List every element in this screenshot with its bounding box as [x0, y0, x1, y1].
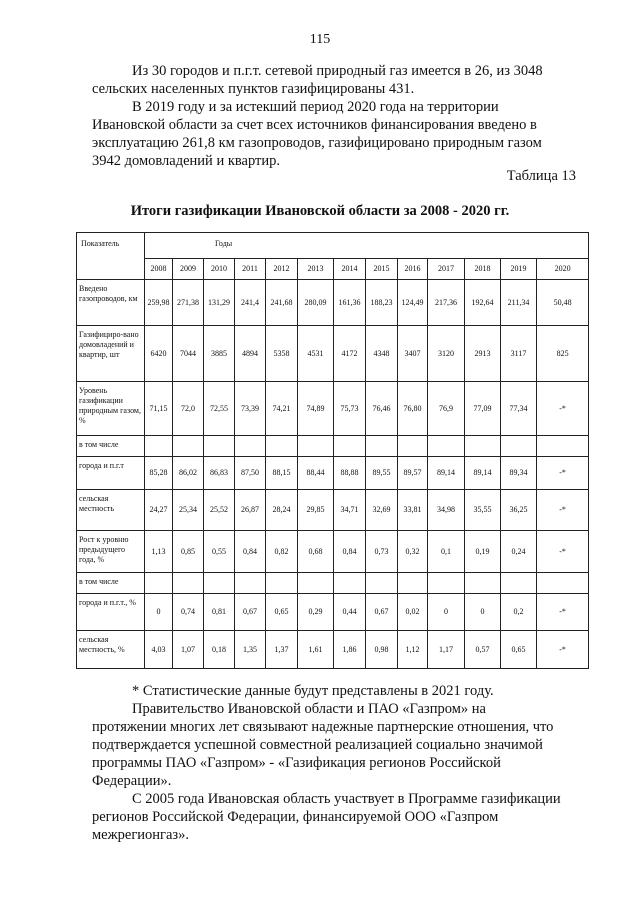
table-cell: 89,34: [501, 457, 537, 490]
table-cell: 88,15: [266, 457, 298, 490]
table-cell: 825: [537, 326, 589, 382]
table-cell: 28,24: [266, 490, 298, 531]
table-cell: 89,14: [428, 457, 465, 490]
table-row: [77, 382, 589, 436]
year-header-cell: 2016: [398, 259, 428, 280]
table-row: [77, 594, 589, 631]
table-cell: 72,0: [173, 382, 204, 436]
table-cell: 0,98: [366, 631, 398, 669]
table-cell: 1,61: [298, 631, 334, 669]
year-header-cell: 2013: [298, 259, 334, 280]
table-cell: [428, 573, 465, 594]
table-cell: 0,67: [366, 594, 398, 631]
year-header-cell: 2018: [465, 259, 501, 280]
table-cell: 6420: [145, 326, 173, 382]
table-cell: -*: [537, 631, 589, 669]
table-cell: [465, 573, 501, 594]
table-cell: 24,27: [145, 490, 173, 531]
table-cell: [173, 436, 204, 457]
text-line: Правительство Ивановской области и ПАО «Газпром» на: [132, 701, 486, 717]
table-cell: 77,09: [465, 382, 501, 436]
table-cell: 0: [465, 594, 501, 631]
third-paragraph: [92, 700, 579, 790]
table-cell: 76,80: [398, 382, 428, 436]
table-cell: 25,52: [204, 490, 235, 531]
table-cell: 1,35: [235, 631, 266, 669]
year-header-cell: 2017: [428, 259, 465, 280]
intro-paragraph: [92, 62, 579, 98]
table-cell: 0,55: [204, 531, 235, 573]
table-cell: -*: [537, 594, 589, 631]
row-label: Рост к уровню предыдущего года, %: [77, 531, 145, 573]
table-cell: 7044: [173, 326, 204, 382]
second-paragraph: [92, 98, 579, 170]
page-number: 115: [309, 32, 331, 47]
table-cell: 0,65: [501, 631, 537, 669]
table-cell: [145, 436, 173, 457]
table-title: Итоги газификации Ивановской области за 2008 - 2020 гг.: [130, 203, 510, 219]
table-label: Таблица 13: [506, 168, 576, 184]
table-cell: 217,36: [428, 280, 465, 326]
table-cell: 0,02: [398, 594, 428, 631]
table-cell: 88,88: [334, 457, 366, 490]
table-cell: 87,50: [235, 457, 266, 490]
gasification-table: [76, 232, 589, 669]
table-cell: 131,29: [204, 280, 235, 326]
table-cell: 74,21: [266, 382, 298, 436]
table-cell: -*: [537, 531, 589, 573]
table-cell: 1,12: [398, 631, 428, 669]
table-cell: 86,02: [173, 457, 204, 490]
year-header-cell: 2015: [366, 259, 398, 280]
table-cell: 280,09: [298, 280, 334, 326]
table-cell: 0,82: [266, 531, 298, 573]
table-cell: 4894: [235, 326, 266, 382]
years-header: Годы: [145, 233, 589, 259]
text-line: С 2005 года Ивановская область участвует в Программе газификации: [132, 791, 561, 807]
table-cell: 0,81: [204, 594, 235, 631]
table-row: [77, 280, 589, 326]
table-cell: 34,98: [428, 490, 465, 531]
table-row: [77, 457, 589, 490]
table-cell: 0,29: [298, 594, 334, 631]
table-cell: 75,73: [334, 382, 366, 436]
table-row: [77, 573, 589, 594]
row-label: сельская местность, %: [77, 631, 145, 669]
table-cell: [398, 436, 428, 457]
row-label: Газифициро-вано домовладений и квартир, шт: [77, 326, 145, 382]
table-cell: 0,84: [334, 531, 366, 573]
table-cell: [334, 436, 366, 457]
table-cell: 74,89: [298, 382, 334, 436]
table-cell: 3117: [501, 326, 537, 382]
table-row: [77, 490, 589, 531]
table-cell: [298, 573, 334, 594]
table-cell: 89,14: [465, 457, 501, 490]
table-cell: 3407: [398, 326, 428, 382]
indicator-header: Показатель: [77, 233, 145, 280]
table-cell: 89,55: [366, 457, 398, 490]
table-cell: 211,34: [501, 280, 537, 326]
table-cell: [145, 573, 173, 594]
text-line: Из 30 городов и п.г.т. сетевой природный газ имеется в 26, из 3048: [132, 63, 543, 79]
table-cell: 0,84: [235, 531, 266, 573]
table-cell: [204, 436, 235, 457]
table-cell: 0: [428, 594, 465, 631]
table-cell: 0,2: [501, 594, 537, 631]
table-cell: 0,73: [366, 531, 398, 573]
table-cell: [366, 573, 398, 594]
table-cell: [428, 436, 465, 457]
text-line: Ивановской области за счет всех источников финансирования введено в: [92, 117, 537, 133]
table-cell: 29,85: [298, 490, 334, 531]
table-cell: [235, 573, 266, 594]
year-header-cell: 2010: [204, 259, 235, 280]
table-cell: 0,67: [235, 594, 266, 631]
table-cell: 1,86: [334, 631, 366, 669]
table-cell: 161,36: [334, 280, 366, 326]
table-cell: 241,68: [266, 280, 298, 326]
table-cell: [537, 436, 589, 457]
table-cell: 0,32: [398, 531, 428, 573]
text-line: регионов Российской Федерации, финансируемой ООО «Газпром: [92, 809, 499, 825]
table-cell: [266, 436, 298, 457]
row-label: в том числе: [77, 573, 145, 594]
table-cell: 241,4: [235, 280, 266, 326]
table-cell: 71,15: [145, 382, 173, 436]
table-cell: 1,17: [428, 631, 465, 669]
table-cell: 4348: [366, 326, 398, 382]
table-cell: 192,64: [465, 280, 501, 326]
table-cell: [366, 436, 398, 457]
table-cell: 50,48: [537, 280, 589, 326]
text-line: подтверждается успешной совместной реализацией социально значимой: [92, 737, 543, 753]
year-header-cell: 2020: [537, 259, 589, 280]
text-line: программы ПАО «Газпром» - «Газификация регионов Российской: [92, 755, 501, 771]
table-cell: 0,24: [501, 531, 537, 573]
table-cell: -*: [537, 490, 589, 531]
footnote: * Статистические данные будут представлены в 2021 году.: [132, 683, 494, 699]
table-cell: 4531: [298, 326, 334, 382]
table-cell: [501, 436, 537, 457]
text-line: эксплуатацию 261,8 км газопроводов, газифицировано природным газом: [92, 135, 542, 151]
text-line: сельских населенных пунктов газифицированы 431.: [92, 81, 415, 97]
table-cell: 73,39: [235, 382, 266, 436]
table-cell: 0,74: [173, 594, 204, 631]
table-cell: 5358: [266, 326, 298, 382]
text-line: В 2019 году и за истекший период 2020 года на территории: [132, 99, 499, 115]
row-label: города и п.г.т., %: [77, 594, 145, 631]
table-cell: 25,34: [173, 490, 204, 531]
row-label: Введено газопроводов, км: [77, 280, 145, 326]
table-cell: 0,65: [266, 594, 298, 631]
table-row: [77, 531, 589, 573]
table-cell: 32,69: [366, 490, 398, 531]
table-cell: 4,03: [145, 631, 173, 669]
table-cell: 88,44: [298, 457, 334, 490]
table-cell: 1,13: [145, 531, 173, 573]
table-cell: [266, 573, 298, 594]
table-cell: 3885: [204, 326, 235, 382]
table-cell: 0,18: [204, 631, 235, 669]
text-line: 3942 домовладений и квартир.: [92, 153, 280, 169]
table-cell: [204, 573, 235, 594]
table-cell: 0: [145, 594, 173, 631]
table-cell: 4172: [334, 326, 366, 382]
table-cell: 124,49: [398, 280, 428, 326]
table-cell: 2913: [465, 326, 501, 382]
table-row: [77, 326, 589, 382]
table-cell: [501, 573, 537, 594]
fourth-paragraph: [92, 790, 579, 844]
row-label: города и п.г.т: [77, 457, 145, 490]
text-line: протяжении многих лет связывают надежные партнерские отношения, что: [92, 719, 554, 735]
table-cell: 85,28: [145, 457, 173, 490]
table-cell: 0,85: [173, 531, 204, 573]
table-cell: [398, 573, 428, 594]
table-cell: 26,87: [235, 490, 266, 531]
table-cell: 77,34: [501, 382, 537, 436]
table-cell: 89,57: [398, 457, 428, 490]
table-cell: 0,1: [428, 531, 465, 573]
table-cell: 33,81: [398, 490, 428, 531]
table-cell: 76,9: [428, 382, 465, 436]
footnote-paragraph: [92, 682, 579, 700]
table-cell: -*: [537, 457, 589, 490]
table-cell: 35,55: [465, 490, 501, 531]
table-cell: 259,98: [145, 280, 173, 326]
text-line: Федерации».: [92, 773, 172, 789]
table-cell: [465, 436, 501, 457]
table-cell: 1,37: [266, 631, 298, 669]
table-cell: 0,19: [465, 531, 501, 573]
table-cell: [334, 573, 366, 594]
table-cell: 271,38: [173, 280, 204, 326]
row-label: в том числе: [77, 436, 145, 457]
table-cell: 76,46: [366, 382, 398, 436]
year-header-cell: 2011: [235, 259, 266, 280]
table-cell: [298, 436, 334, 457]
table-cell: [537, 573, 589, 594]
year-header-cell: 2012: [266, 259, 298, 280]
table-cell: 0,68: [298, 531, 334, 573]
table-row: [77, 631, 589, 669]
table-cell: 0,44: [334, 594, 366, 631]
year-header-cell: 2019: [501, 259, 537, 280]
year-header-cell: 2009: [173, 259, 204, 280]
table-cell: [235, 436, 266, 457]
table-cell: -*: [537, 382, 589, 436]
table-cell: 3120: [428, 326, 465, 382]
year-header-cell: 2014: [334, 259, 366, 280]
row-label: сельская местность: [77, 490, 145, 531]
table-cell: 188,23: [366, 280, 398, 326]
table-cell: 34,71: [334, 490, 366, 531]
row-label: Уровень газификации природным газом, %: [77, 382, 145, 436]
table-cell: 1,07: [173, 631, 204, 669]
table-cell: 36,25: [501, 490, 537, 531]
year-header-cell: 2008: [145, 259, 173, 280]
table-cell: 0,57: [465, 631, 501, 669]
table-cell: 86,83: [204, 457, 235, 490]
table-cell: [173, 573, 204, 594]
table-row: [77, 436, 589, 457]
table-cell: 72,55: [204, 382, 235, 436]
text-line: межрегионгаз».: [92, 827, 190, 843]
